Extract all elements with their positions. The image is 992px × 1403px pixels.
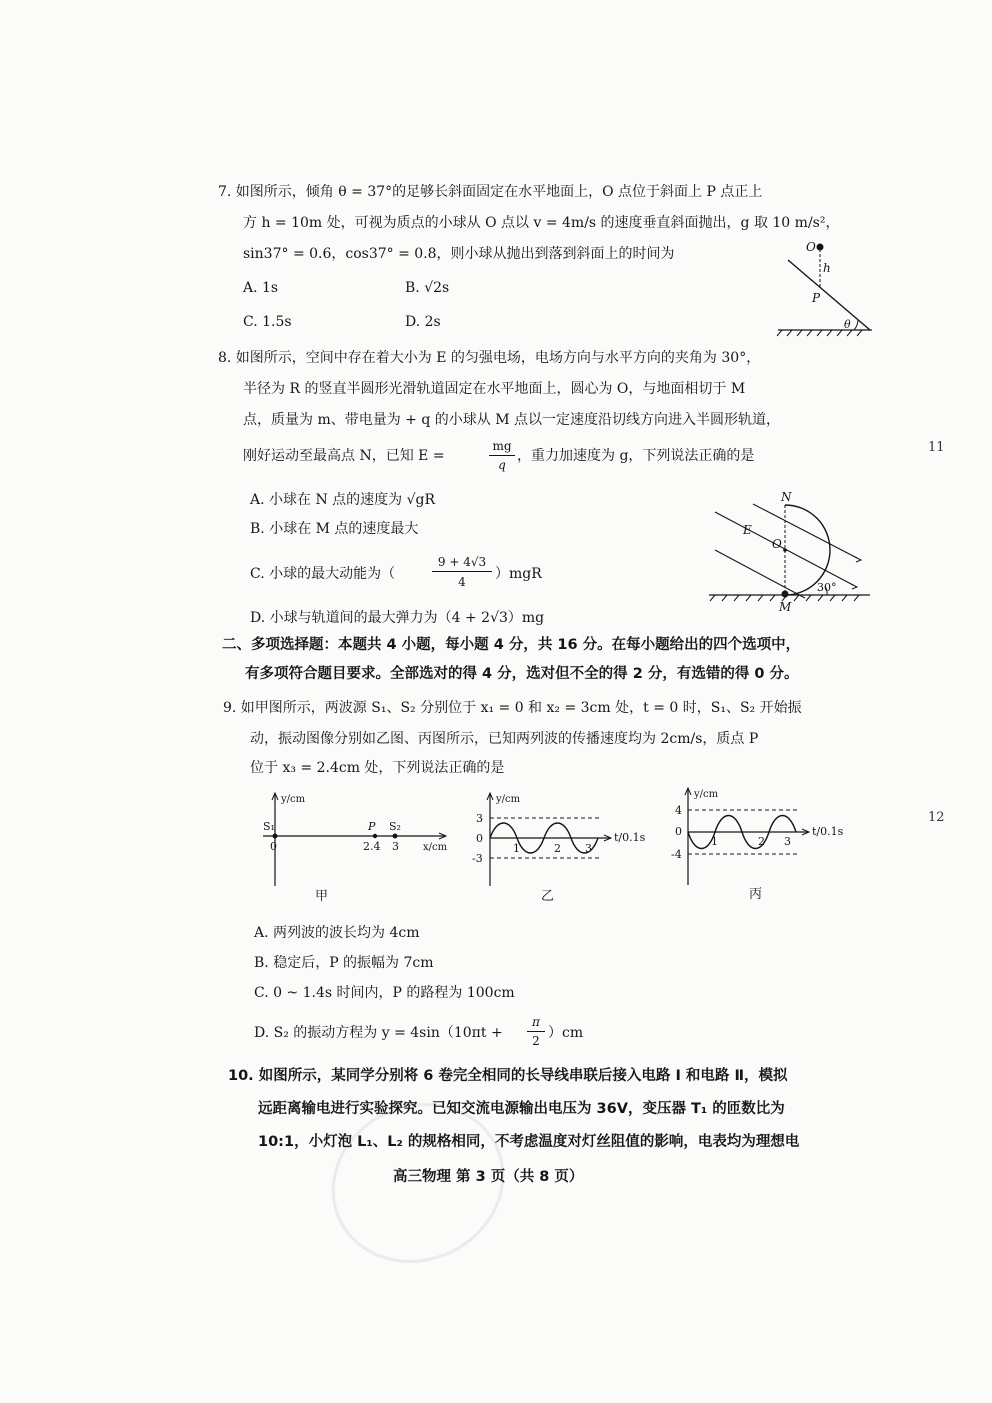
q8-option-c-numerator: 9 + 4√3 <box>437 555 487 569</box>
q9-option-c: C. 0 ~ 1.4s 时间内，P 的路程为 100cm <box>254 985 515 1001</box>
q9-yi-t1: 1 <box>513 842 520 855</box>
q9-yi-y0: 0 <box>476 832 483 845</box>
q7-line2: 方 h = 10m 处，可视为质点的小球从 O 点以 v = 4m/s 的速度垂直斜面抛出，g 取 10 m/s²， <box>243 215 840 231</box>
q9-line3: 位于 x₃ = 2.4cm 处，下列说法正确的是 <box>250 760 505 776</box>
q9-jia-caption: 甲 <box>315 889 329 904</box>
q9-jia-xlabel: x/cm <box>423 842 448 853</box>
q9-bing-t1: 1 <box>711 835 718 848</box>
q8-line2: 半径为 R 的竖直半圆形光滑轨道固定在水平地面上，圆心为 O，与地面相切于 M <box>243 381 746 397</box>
q9-bing-y0: 0 <box>675 825 682 838</box>
q9-jia-tick-3: 3 <box>392 840 399 853</box>
q7-fig-label-h: h <box>823 261 831 275</box>
q9-jia-tick-2-4: 2.4 <box>363 840 381 853</box>
q9-option-d-numerator: π <box>532 1015 540 1029</box>
q9-figure-yi <box>470 788 655 888</box>
margin-note-11: 11 <box>928 440 945 455</box>
q8-option-c-start: C. 小球的最大动能为（ <box>250 566 396 582</box>
q10-line1: 10. 如图所示，某同学分别将 6 卷完全相同的长导线串联后接入电路 Ⅰ 和电路 Ⅱ，模拟 <box>228 1068 788 1084</box>
q8-e-denominator: q <box>498 458 506 472</box>
q9-bing-ylabel: y/cm <box>694 789 719 800</box>
q7-incline-figure <box>770 238 880 338</box>
q9-figure-jia <box>255 788 460 908</box>
q8-line4-start: 刚好运动至最高点 N，已知 E = <box>243 448 445 464</box>
q8-option-d: D. 小球与轨道间的最大弹力为（4 + 2√3）mg <box>250 610 545 626</box>
q9-bing-yn4: -4 <box>671 848 682 861</box>
q8-option-c-denominator: 4 <box>458 575 466 589</box>
section2-heading-line2: 有多项符合题目要求。全部选对的得 4 分，选对但不全的得 2 分，有选错的得 0 分。 <box>245 666 799 682</box>
q8-line3: 点，质量为 m、带电量为 + q 的小球从 M 点以一定速度沿切线方向进入半圆形轨道， <box>243 412 781 428</box>
q9-yi-y3: 3 <box>476 812 483 825</box>
q9-bing-t3: 3 <box>784 835 791 848</box>
q10-line3: 10:1，小灯泡 L₁、L₂ 的规格相同，不考虑温度对灯丝阻值的影响，电表均为理想电 <box>258 1134 800 1150</box>
q9-jia-p: P <box>368 820 376 833</box>
q9-option-d-denominator: 2 <box>532 1034 540 1048</box>
q9-jia-s2: S₂ <box>389 820 401 833</box>
q8-option-c-fraction-bar <box>432 571 492 572</box>
q9-yi-caption: 乙 <box>541 889 555 904</box>
q8-line1: 8. 如图所示，空间中存在着大小为 E 的匀强电场，电场方向与水平方向的夹角为 30°， <box>218 350 761 366</box>
q7-fig-label-theta: θ <box>844 318 851 331</box>
q8-line4-end: ，重力加速度为 g，下列说法正确的是 <box>517 448 755 464</box>
q9-option-a: A. 两列波的波长均为 4cm <box>254 925 420 941</box>
q9-option-d-end: ）cm <box>548 1025 584 1041</box>
q8-option-c-end: ）mgR <box>495 566 542 582</box>
q8-fraction-bar <box>489 455 515 456</box>
q7-option-a: A. 1s <box>243 280 279 296</box>
q9-option-d-start: D. S₂ 的振动方程为 y = 4sin（10πt + <box>254 1025 503 1041</box>
q9-line1: 9. 如甲图所示，两波源 S₁、S₂ 分别位于 x₁ = 0 和 x₂ = 3cm 处，t = 0 时，S₁、S₂ 开始振 <box>223 700 802 716</box>
q8-fig-label-o: O <box>772 537 782 551</box>
q9-yi-t3: 3 <box>585 842 592 855</box>
q7-option-d: D. 2s <box>405 314 441 330</box>
q9-yi-ylabel: y/cm <box>496 794 521 805</box>
q10-line2: 远距离输电进行实验探究。已知交流电源输出电压为 36V，变压器 T₁ 的匝数比为 <box>258 1101 785 1117</box>
q9-jia-ylabel: y/cm <box>281 794 306 805</box>
q8-fig-label-angle: 30° <box>817 581 837 594</box>
q9-jia-origin: 0 <box>270 840 277 853</box>
q9-yi-yn3: -3 <box>472 852 483 865</box>
q9-bing-xlabel: t/0.1s <box>812 825 844 838</box>
q9-jia-s1: S₁ <box>263 820 275 833</box>
q7-fig-label-p: P <box>812 291 821 305</box>
q9-bing-y4: 4 <box>675 804 682 817</box>
q7-option-c: C. 1.5s <box>243 314 292 330</box>
q9-figure-bing <box>668 783 853 888</box>
q8-e-numerator: mg <box>492 439 512 453</box>
q9-bing-caption: 丙 <box>749 887 763 902</box>
margin-note-12: 12 <box>928 810 945 825</box>
q8-fig-label-e: E <box>743 523 752 537</box>
q9-option-d-fraction-bar <box>527 1031 545 1032</box>
q9-line2: 动，振动图像分别如乙图、丙图所示，已知两列波的传播速度均为 2cm/s，质点 P <box>250 731 759 747</box>
q7-line1: 7. 如图所示，倾角 θ = 37°的足够长斜面固定在水平地面上，O 点位于斜面上 P 点正上 <box>218 184 763 200</box>
q8-option-b: B. 小球在 M 点的速度最大 <box>250 521 419 537</box>
q9-yi-t2: 2 <box>554 842 561 855</box>
q9-option-b: B. 稳定后，P 的振幅为 7cm <box>254 955 434 971</box>
q8-semicircle-figure <box>705 490 875 615</box>
q7-line3: sin37° = 0.6，cos37° = 0.8，则小球从抛出到落到斜面上的时间为 <box>243 246 675 262</box>
page-footer: 高三物理 第 3 页（共 8 页） <box>393 1169 584 1185</box>
q8-option-a: A. 小球在 N 点的速度为 √gR <box>250 492 436 508</box>
section2-heading-line1: 二、多项选择题：本题共 4 小题，每小题 4 分，共 16 分。在每小题给出的四个选项中， <box>222 637 801 653</box>
q7-fig-label-o: O <box>806 240 816 254</box>
q7-option-b: B. √2s <box>405 280 450 296</box>
q8-fig-label-n: N <box>781 490 792 504</box>
q9-yi-xlabel: t/0.1s <box>614 831 646 844</box>
q8-fig-label-m: M <box>779 600 792 614</box>
q9-bing-t2: 2 <box>758 835 765 848</box>
